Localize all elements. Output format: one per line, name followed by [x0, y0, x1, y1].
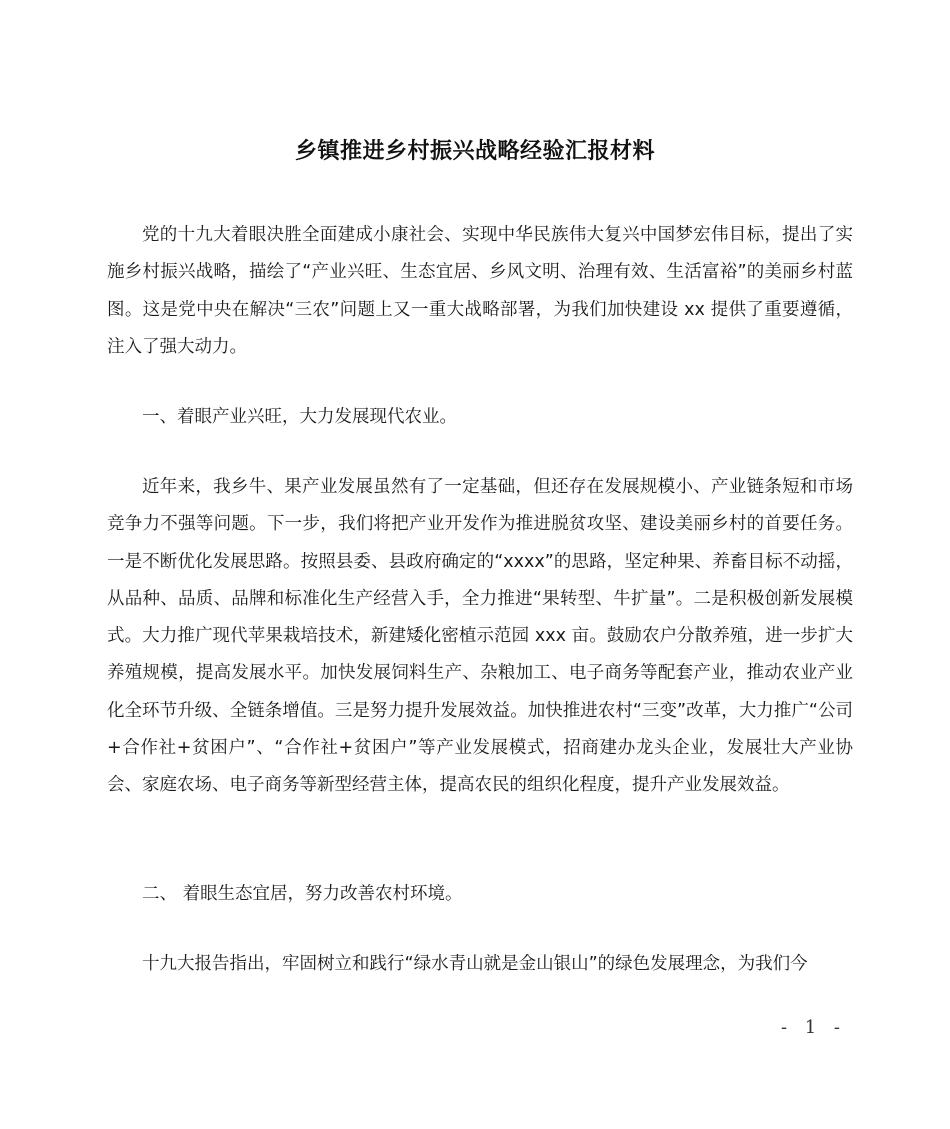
- section-2-paragraph: 十九大报告指出，牢固树立和践行“绿水青山就是金山银山”的绿色发展理念，为我们今: [142, 954, 808, 974]
- section-1-paragraph: 近年来，我乡牛、果产业发展虽然有了一定基础，但还存在发展规模小、产业链条短和市场竞争力不强等问题。下一步，我们将把产业开发作为推进脱贫攻坚、建设美丽乡村的首要任务。一是不断优化发展思路。按照县委、县政府确定的“xxxx”的思路，坚定种果、养畜目标不动摇，从品种、品质、品牌和标准化生产经营入手，全力推进“果转型、牛扩量”。二是积极创新发展模式。大力推广现代苹果栽培技术，新建矮化密植示范园 xxx 亩。鼓励农户分散养殖，进一步扩大养殖规模，提高发展水平。加快发展饲料生产、杂粮加工、电子商务等配套产业，推动农业产业化全环节升级、全链条增值。三是努力提升发展效益。加快推进农村“三变”改革，大力推广“公司+合作社+贫困户”、“合作社+贫困户”等产业发展模式，招商建办龙头企业，发展壮大产业协会、家庭农场、电子商务等新型经营主体，提高农民的组织化程度，提升产业发展效益。: [107, 477, 853, 796]
- section-heading-1: 一、着眼产业兴旺，大力发展现代农业。: [142, 407, 457, 427]
- intro-paragraph: 党的十九大着眼决胜全面建成小康社会、实现中华民族伟大复兴中国梦宏伟目标，提出了实施乡村振兴战略，描绘了“产业兴旺、生态宜居、乡风文明、治理有效、生活富裕”的美丽乡村蓝图。这是党中央在解决“三农”问题上又一重大战略部署，为我们加快建设 xx 提供了重要遵循，注入了强大动力。: [107, 225, 853, 357]
- document-title: 乡镇推进乡村振兴战略经验汇报材料: [294, 139, 655, 164]
- page-number: - 1 -: [780, 1017, 846, 1038]
- section-heading-2: 二、 着眼生态宜居，努力改善农村环境。: [142, 884, 463, 904]
